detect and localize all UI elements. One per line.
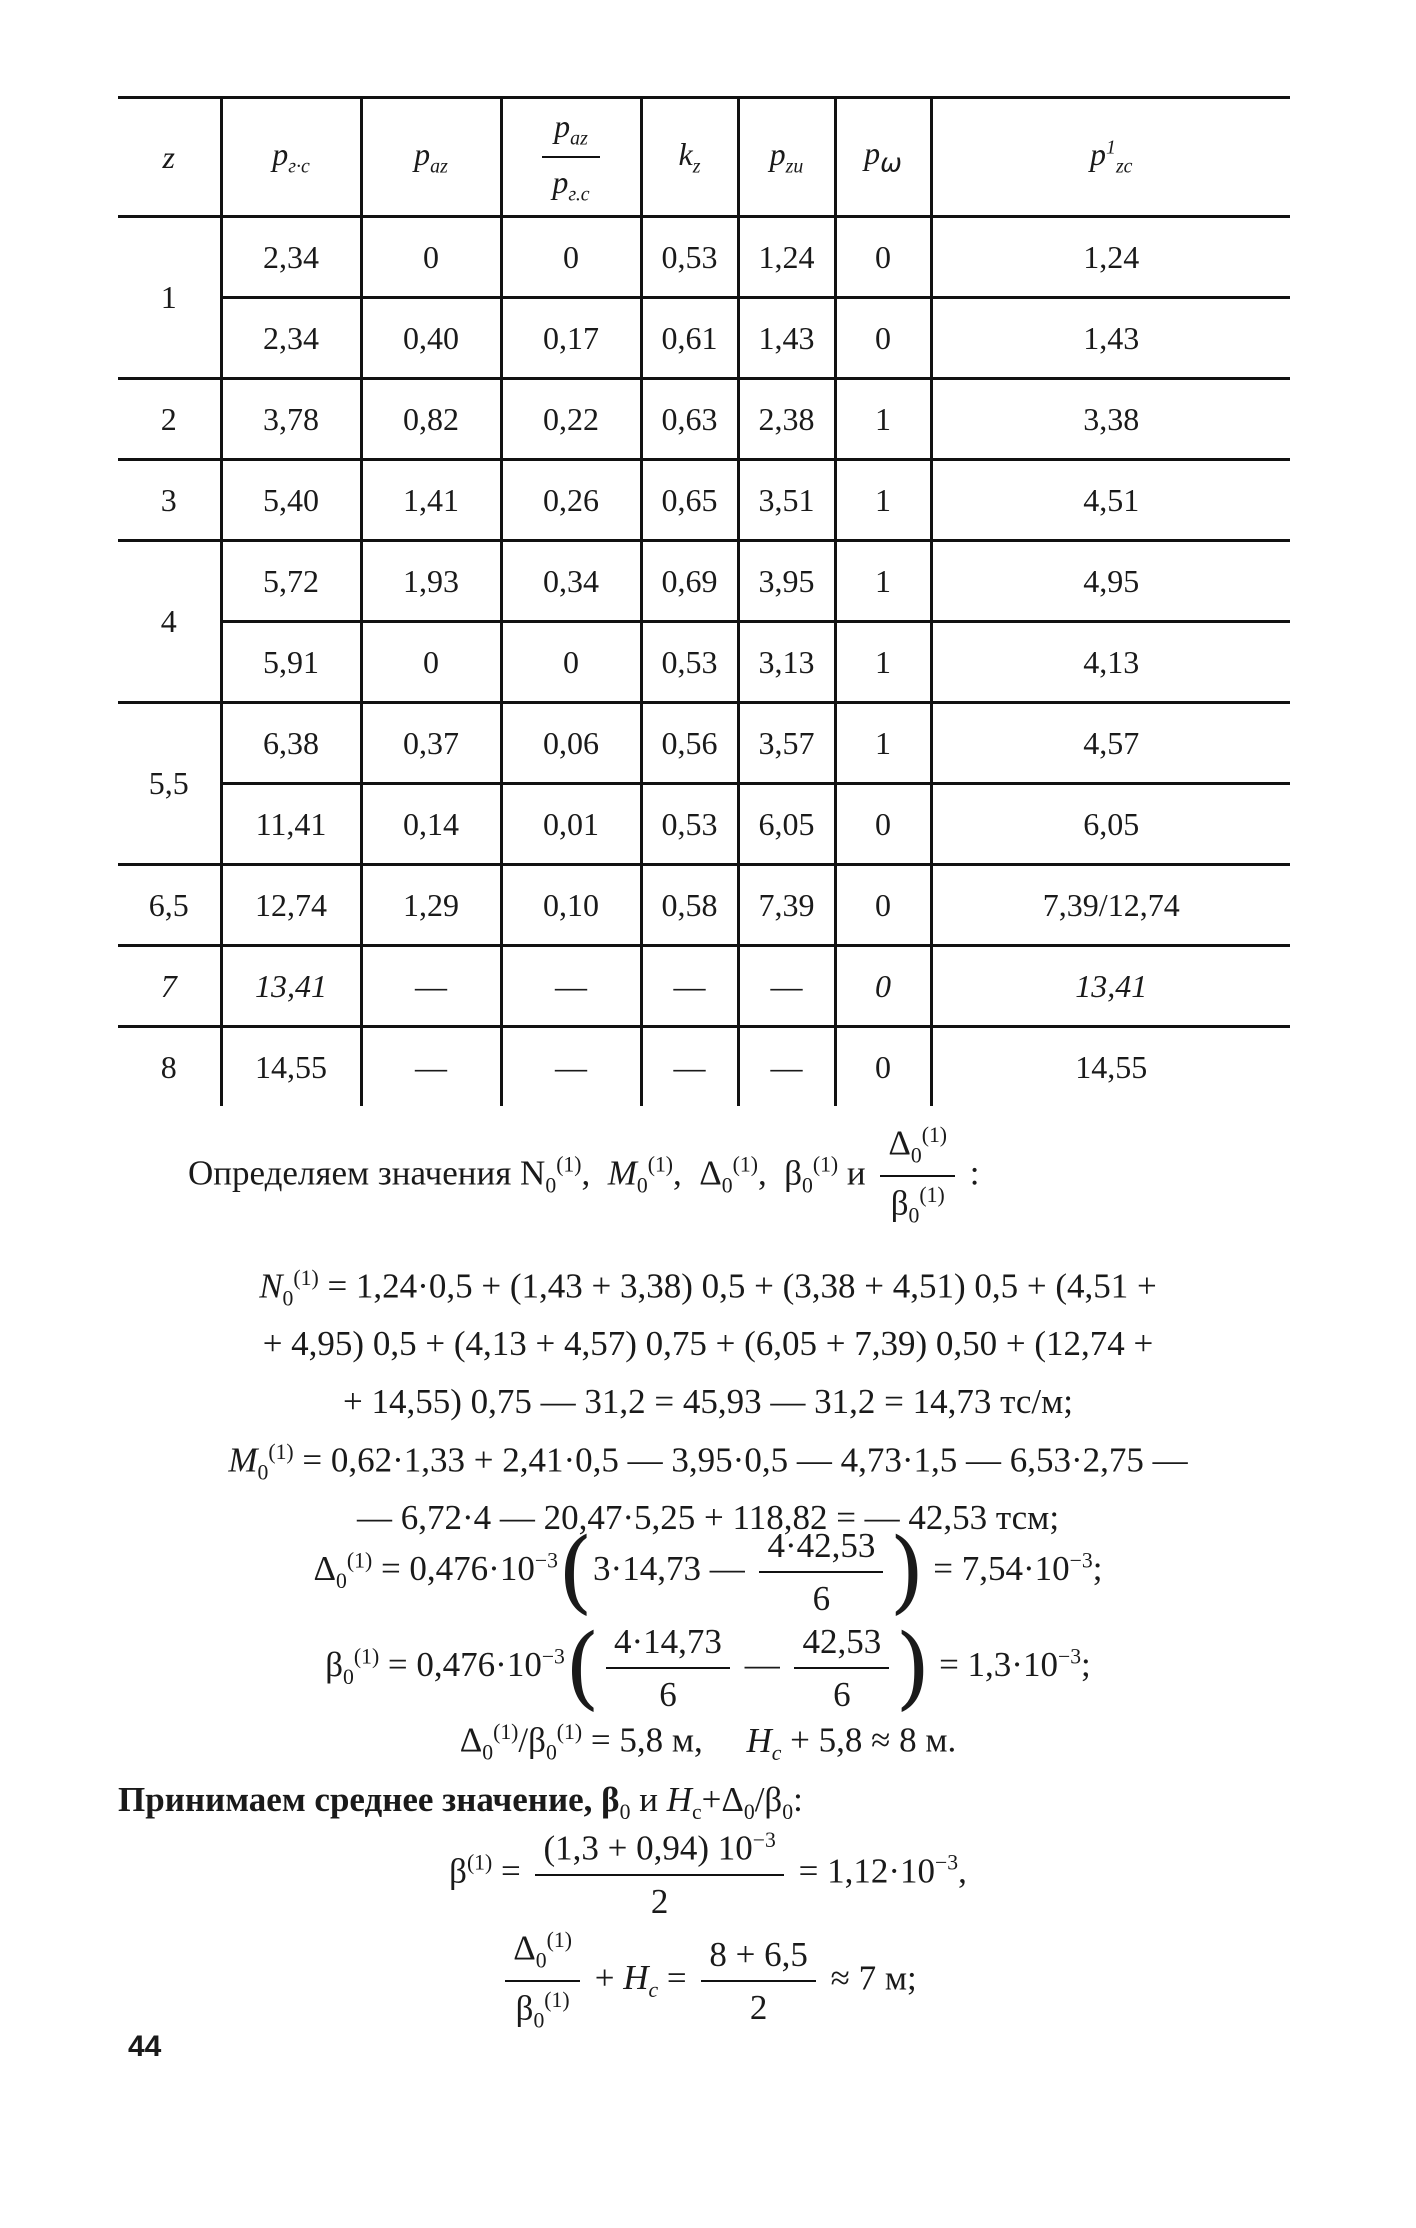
header-p-w: $p_\omega$ [835, 98, 931, 217]
table-row [118, 865, 1290, 946]
cell: 6,05 [738, 784, 835, 865]
accept-line: Принимаем среднее значение, $\beta_0$ и $H_c+\Delta_0/\beta_0$: [118, 1780, 803, 1824]
cell-z: 6,5 [148, 886, 189, 923]
cell: 1 [835, 379, 931, 460]
cell: 14,55 [931, 1027, 1290, 1107]
cell: 3,51 [738, 460, 835, 541]
intro-line: Определяем значения $N_0^{(1)}$, $M_0^{(1)}$, $\Delta_0^{(1)}$, $\beta_0^{(1)}$ и $\frac{\Delta_0^{(1)}}{\beta_0^{(1)}}$ : [188, 1123, 980, 1229]
cell: 0,06 [501, 703, 641, 784]
header-k-z: $k_z$ [641, 98, 738, 217]
cell: — [641, 1027, 738, 1107]
cell: — [501, 946, 641, 1027]
beta-formula: $\beta_0^{(1)} = 0,476\cdot 10^{-3}$( $\frac{4\cdot 14,73}{6}$ — $\frac{42,53}{6}$ ) = $1,3\cdot 10^{-3}$; [325, 1615, 1091, 1720]
cell: 1 [835, 541, 931, 622]
cell: 0,37 [361, 703, 501, 784]
ratio-line: $\Delta_0^{(1)}/\beta_0^{(1)} = 5,8$ м, $H_c + 5,8 \approx 8$ м. [459, 1720, 957, 1765]
cell: 0 [501, 217, 641, 298]
cell: 2,34 [221, 298, 361, 379]
cell: 1,24 [738, 217, 835, 298]
cell: 0,26 [501, 460, 641, 541]
cell: 14,55 [221, 1027, 361, 1107]
table-row [118, 1027, 1290, 1107]
m0-line-2: — 6,72·4 — 20,47·5,25 + 118,82 = — 42,53 тсм; [356, 1498, 1060, 1537]
cell: 0,14 [361, 784, 501, 865]
cell: 6,05 [931, 784, 1290, 865]
beta-average: $\beta^{(1)}$ = $\frac{(1,3 + 0,94) 10^{-3}}{2}$ = $1,12\cdot 10^{-3}$, [449, 1828, 967, 1921]
cell: 0 [835, 298, 931, 379]
cell: 0 [501, 622, 641, 703]
cell: 12,74 [221, 865, 361, 946]
header-p-az: $p_{az}$ [361, 98, 501, 217]
cell: 3,95 [738, 541, 835, 622]
cell: 13,41 [221, 946, 361, 1027]
cell: 7,39 [738, 865, 835, 946]
cell: 0,53 [641, 622, 738, 703]
table-row [118, 541, 1290, 622]
cell-z: 4 [160, 603, 177, 639]
cell: 0,82 [361, 379, 501, 460]
cell: 11,41 [221, 784, 361, 865]
header-z: z [162, 138, 175, 175]
cell: — [501, 1027, 641, 1107]
table-row [118, 217, 1290, 298]
cell: 0,53 [641, 784, 738, 865]
delta-formula: $\Delta_0^{(1)} = 0,476\cdot 10^{-3}(3\cdot 14,73$ — $\frac{4\cdot 42,53}{6}$ ) = $7,54\cdot 10^{-3}$; [313, 1519, 1103, 1624]
header-ratio: $\frac{p_{az}}{p_{г.с}}$ [501, 98, 641, 217]
cell: 0,01 [501, 784, 641, 865]
cell: — [361, 1027, 501, 1107]
table-row [118, 379, 1290, 460]
cell: 1,43 [931, 298, 1290, 379]
table-row [118, 784, 1290, 865]
cell: 0,34 [501, 541, 641, 622]
cell: 2,34 [221, 217, 361, 298]
cell-z: 5,5 [148, 765, 189, 801]
cell: 2,38 [738, 379, 835, 460]
cell: 0,61 [641, 298, 738, 379]
cell: 0,63 [641, 379, 738, 460]
cell: 4,51 [931, 460, 1290, 541]
cell-z: 8 [160, 1048, 177, 1085]
cell-z: 3 [160, 481, 177, 518]
cell: 0 [835, 865, 931, 946]
cell: 1 [835, 460, 931, 541]
cell: 0,58 [641, 865, 738, 946]
cell: 0 [835, 1027, 931, 1107]
cell: 5,72 [221, 541, 361, 622]
cell: 0 [361, 622, 501, 703]
cell: — [738, 946, 835, 1027]
cell-z: 7 [160, 967, 177, 1004]
cell: 1,43 [738, 298, 835, 379]
cell: 3,57 [738, 703, 835, 784]
cell: 0,53 [641, 217, 738, 298]
cell: 5,40 [221, 460, 361, 541]
table-row [118, 622, 1290, 703]
cell: — [738, 1027, 835, 1107]
header-p-zu: $p_{zu}$ [738, 98, 835, 217]
cell: 0 [361, 217, 501, 298]
cell: 0 [835, 217, 931, 298]
n0-line-3: + 14,55) 0,75 — 31,2 = 45,93 — 31,2 = 14,73 тс/м; [343, 1382, 1073, 1421]
header-p-gc: $p_{г\cdot с}$ [221, 98, 361, 217]
table-row [118, 460, 1290, 541]
cell: 7,39/12,74 [931, 865, 1290, 946]
cell: 4,13 [931, 622, 1290, 703]
cell: 3,13 [738, 622, 835, 703]
page-number: 44 [128, 2030, 162, 2063]
cell: 0,65 [641, 460, 738, 541]
cell: 1 [835, 622, 931, 703]
cell: 5,91 [221, 622, 361, 703]
header-p-zc: $p^1_{zc}$ [931, 98, 1290, 217]
cell: 0,17 [501, 298, 641, 379]
data-table [118, 96, 1290, 1106]
cell: 0,69 [641, 541, 738, 622]
cell: — [361, 946, 501, 1027]
cell: 0 [835, 784, 931, 865]
final-formula: $\frac{\Delta_0^{(1)}}{\beta_0^{(1)}}$ + $H_c$ = $\frac{8 + 6,5}{2}$ ≈ 7 м; [0, 1930, 1416, 2033]
cell-z: 2 [160, 400, 177, 437]
cell: 4,95 [931, 541, 1290, 622]
table-row [118, 703, 1290, 784]
n0-line-1: $N_0^{(1)} = 1,24\cdot 0,5 + (1,43 + 3,38) 0,5 + (3,38 + 4,51) 0,5 + (4,51$ + [259, 1266, 1157, 1311]
cell: 6,38 [221, 703, 361, 784]
cell: 4,57 [931, 703, 1290, 784]
cell: 0,40 [361, 298, 501, 379]
cell: 0 [835, 946, 931, 1027]
cell: 1 [835, 703, 931, 784]
cell: 0,10 [501, 865, 641, 946]
n0-line-2: + 4,95) 0,5 + (4,13 + 4,57) 0,75 + (6,05 + 7,39) 0,50 + (12,74 + [262, 1324, 1154, 1363]
cell: 13,41 [931, 946, 1290, 1027]
cell: 0,56 [641, 703, 738, 784]
cell: 1,29 [361, 865, 501, 946]
cell: 3,78 [221, 379, 361, 460]
cell: 1,41 [361, 460, 501, 541]
cell: 0,22 [501, 379, 641, 460]
table-row [118, 298, 1290, 379]
cell: 3,38 [931, 379, 1290, 460]
cell: 1,93 [361, 541, 501, 622]
m0-line-1: $M_0^{(1)} = 0,62\cdot 1,33 + 2,41\cdot 0,5$ — 3,95·0,5 — 4,73·1,5 — 6,53·2,75 — [228, 1440, 1188, 1485]
cell: 1,24 [931, 217, 1290, 298]
cell-z: 1 [160, 279, 177, 315]
table-row [118, 946, 1290, 1027]
table-header-row [118, 98, 1290, 217]
cell: — [641, 946, 738, 1027]
